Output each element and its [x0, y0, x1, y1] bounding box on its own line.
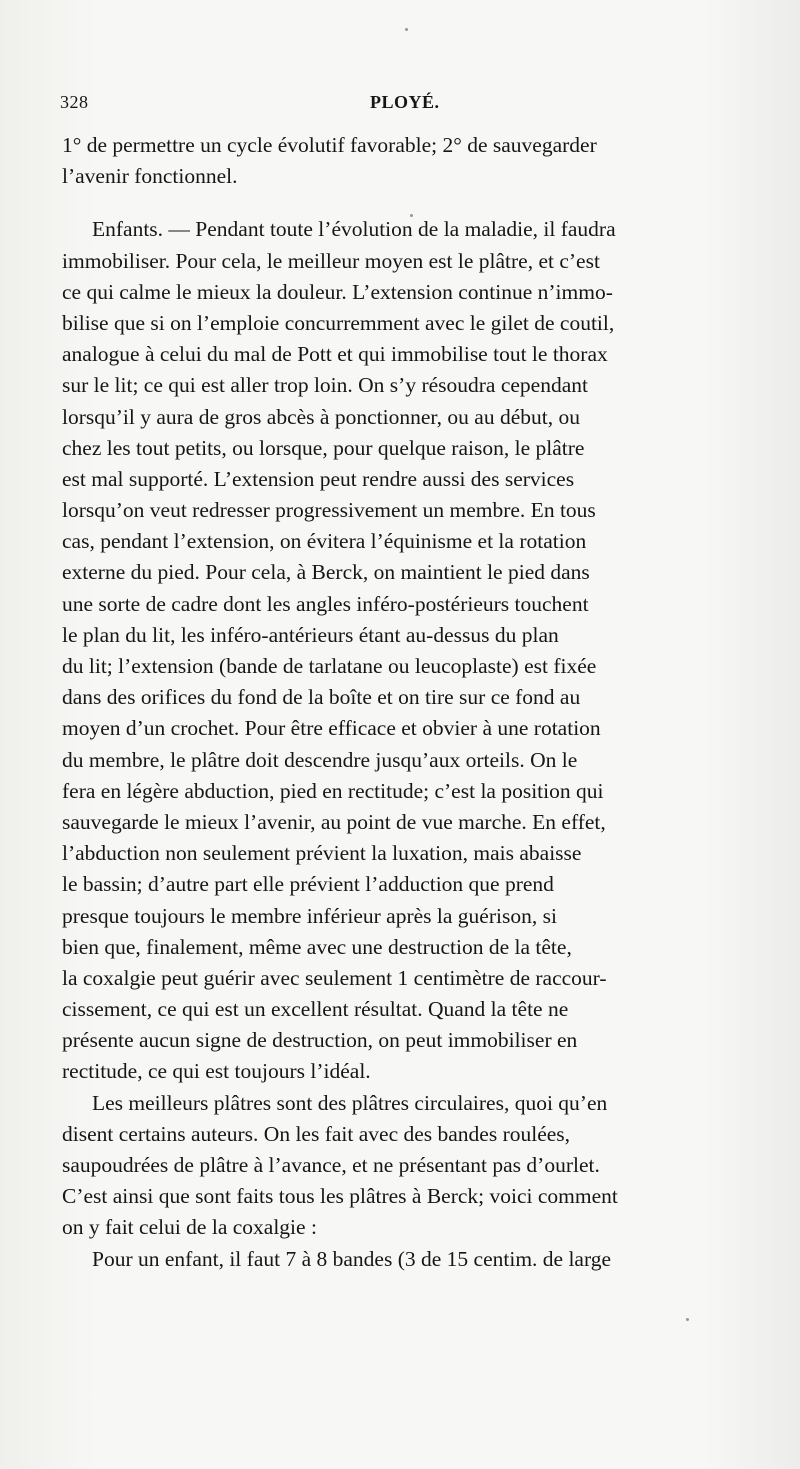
text-line: Enfants. — Pendant toute l’évolution de la maladie, il faudra [92, 217, 616, 242]
text-line: bilise que si on l’emploie concurremment avec le gilet de coutil, [62, 310, 615, 335]
text-line: lorsqu’on veut redresser progressivement un membre. En tous [62, 498, 596, 523]
page-header [60, 92, 760, 120]
text-line: C’est ainsi que sont faits tous les plâtres à Berck; voici comment [62, 1184, 618, 1209]
text-line: rectitude, ce qui est toujours l’idéal. [62, 1059, 371, 1084]
text-line: Les meilleurs plâtres sont des plâtres circulaires, quoi qu’en [92, 1090, 608, 1115]
text-line: moyen d’un crochet. Pour être efficace et obvier à une rotation [62, 716, 601, 741]
text-line: sur le lit; ce qui est aller trop loin. On s’y résoudra cependant [62, 373, 588, 398]
text-line: lorsqu’il y aura de gros abcès à ponctionner, ou au début, ou [62, 404, 580, 429]
page-number: 328 [60, 92, 89, 112]
text-line: on y fait celui de la coxalgie : [62, 1215, 317, 1240]
text-line: Pour un enfant, il faut 7 à 8 bandes (3 de 15 centim. de large [92, 1246, 612, 1271]
text-line: analogue à celui du mal de Pott et qui immobilise tout le thorax [62, 342, 608, 367]
text-line: dans des orifices du fond de la boîte et on tire sur ce fond au [62, 685, 581, 710]
text-line: le plan du lit, les inféro-antérieurs étant au-dessus du plan [62, 622, 559, 647]
text-line: la coxalgie peut guérir avec seulement 1 centimètre de raccour- [62, 965, 607, 990]
text-line: cissement, ce qui est un excellent résultat. Quand la tête ne [62, 997, 569, 1022]
text-line: l’avenir fonctionnel. [62, 164, 238, 189]
text-line: ce qui calme le mieux la douleur. L’extension continue n’immo- [62, 279, 613, 304]
running-head: PLOYÉ. [370, 92, 440, 112]
text-line: une sorte de cadre dont les angles inféro-postérieurs touchent [62, 591, 589, 616]
text-line: fera en légère abduction, pied en rectitude; c’est la position qui [62, 778, 604, 803]
text-line: du lit; l’extension (bande de tarlatane ou leucoplaste) est fixée [62, 654, 597, 678]
text-line: est mal supporté. L’extension peut rendre aussi des services [62, 466, 575, 491]
text-line: du membre, le plâtre doit descendre jusqu’aux orteils. On le [62, 747, 578, 772]
paragraph-gap [62, 192, 782, 214]
text-line: saupoudrées de plâtre à l’avance, et ne présentant pas d’ourlet. [62, 1153, 600, 1177]
text-line: présente aucun signe de destruction, on peut immobiliser en [62, 1028, 578, 1053]
text-line: bien que, finalement, même avec une destruction de la tête, [62, 934, 572, 959]
text-line: cas, pendant l’extension, on évitera l’équinisme et la rotation [62, 529, 587, 554]
body-text [62, 130, 782, 1275]
text-line: immobiliser. Pour cela, le meilleur moyen est le plâtre, et c’est [62, 248, 600, 273]
text-line: le bassin; d’autre part elle prévient l’adduction que prend [62, 872, 554, 897]
text-line: l’abduction non seulement prévient la luxation, mais abaisse [62, 841, 582, 866]
text-line: externe du pied. Pour cela, à Berck, on maintient le pied dans [62, 560, 590, 585]
text-line: sauvegarde le mieux l’avenir, au point de vue marche. En effet, [62, 809, 606, 834]
print-speck [405, 28, 408, 31]
text-line: disent certains auteurs. On les fait avec des bandes roulées, [62, 1121, 571, 1146]
print-speck [686, 1318, 689, 1321]
text-line: 1° de permettre un cycle évolutif favorable; 2° de sauvegarder [62, 133, 597, 157]
text-line: chez les tout petits, ou lorsque, pour quelque raison, le plâtre [62, 435, 585, 460]
text-line: presque toujours le membre inférieur après la guérison, si [62, 903, 557, 928]
print-speck [410, 214, 413, 217]
